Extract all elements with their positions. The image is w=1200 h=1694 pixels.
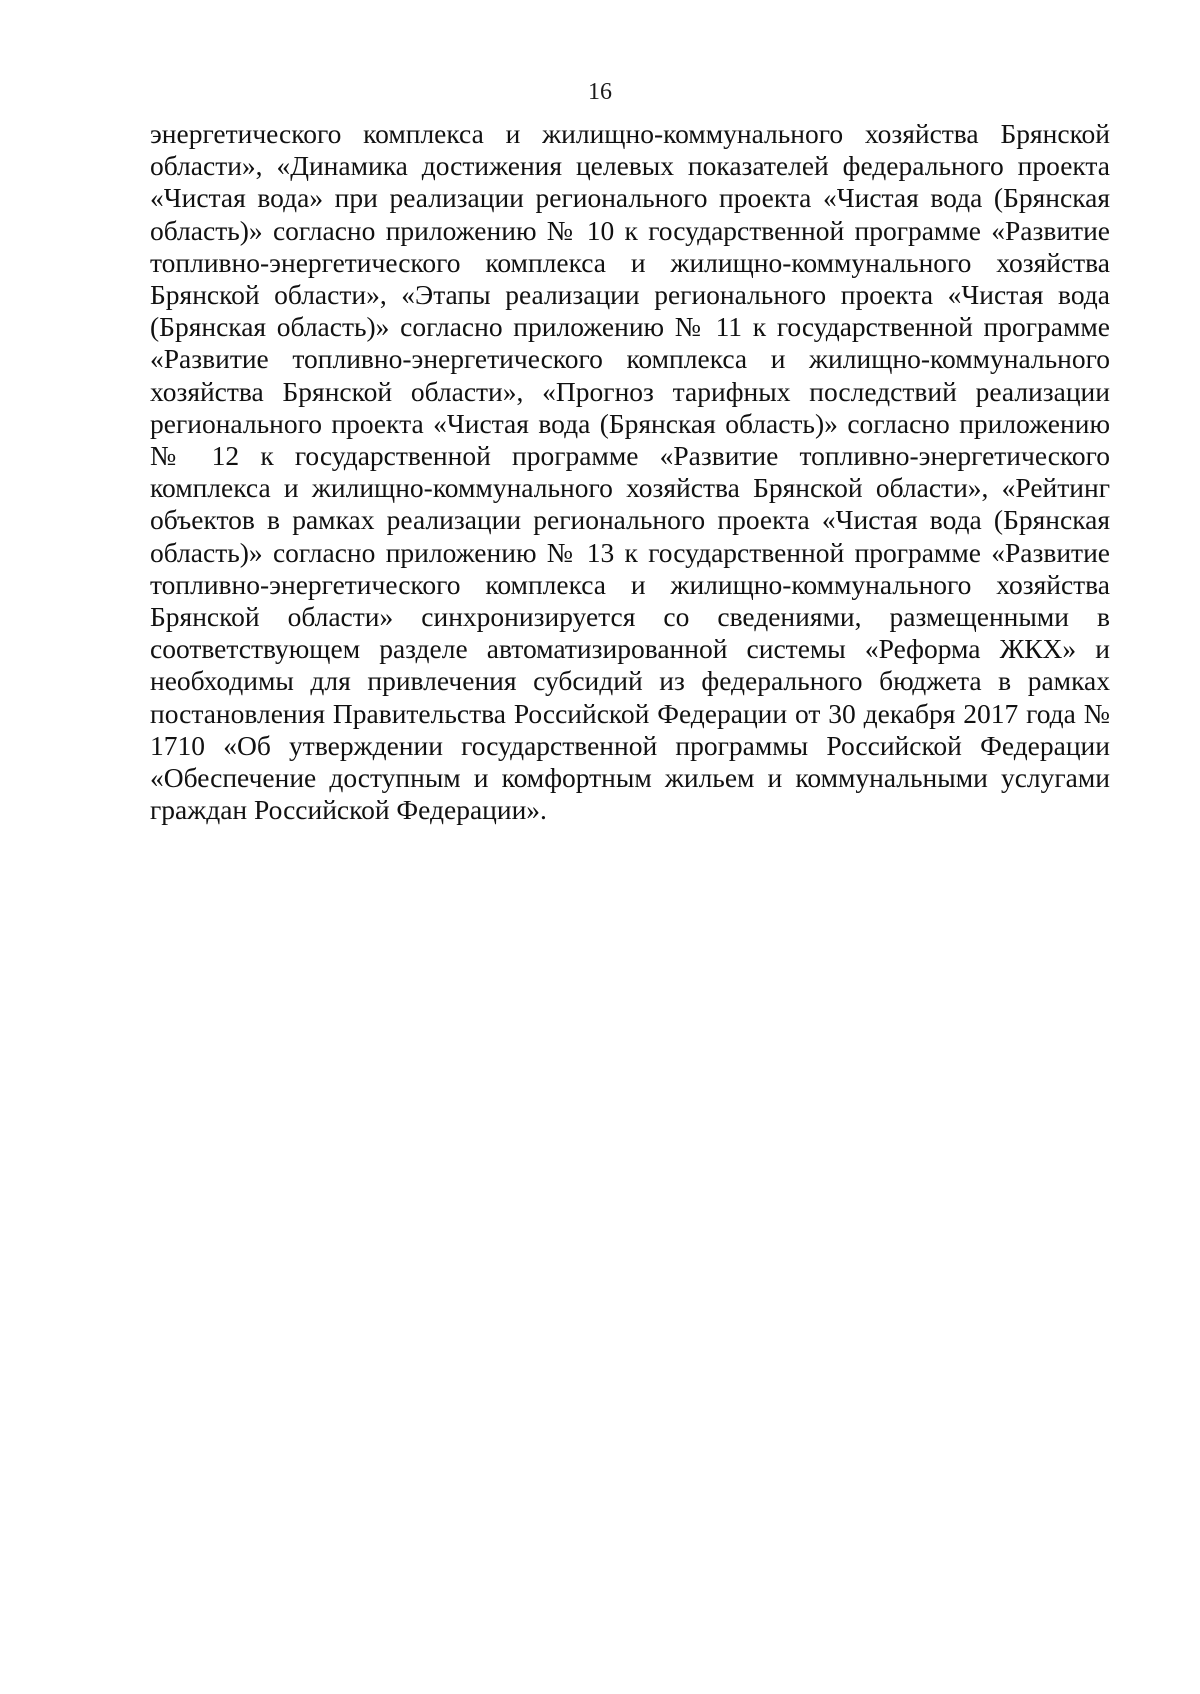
body-paragraph: энергетического комплекса и жилищно-коммунального хозяйства Брянской области», «Динамика достижения целевых показателей федерального проекта «Чистая вода» при реализации регионального проекта «Чистая вода (Брянская область)» согласно приложению № 10 к государственной программе «Развитие топливно-энергетического комплекса и жилищно-коммунального хозяйства Брянской области», «Этапы реализации регионального проекта «Чистая вода (Брянская область)» согласно приложению № 11 к государственной программе «Развитие топливно-энергетического комплекса и жилищно-коммунального хозяйства Брянской области», «Прогноз тарифных последствий реализации регионального проекта «Чистая вода (Брянская область)» согласно приложению № 12 к государственной программе «Развитие топливно-энергетического комплекса и жилищно-коммунального хозяйства Брянской области», «Рейтинг объектов в рамках реализации регионального проекта «Чистая вода (Брянская область)» согласно приложению № 13 к государственной программе «Развитие топливно-энергетического комплекса и жилищно-коммунального хозяйства Брянской области» синхронизируется со сведениями, размещенными в соответствующем разделе автоматизированной системы «Реформа ЖКХ» и необходимы для привлечения субсидий из федерального бюджета в рамках постановления Правительства Российской Федерации от 30 декабря 2017 года № 1710 «Об утверждении государственной программы Российской Федерации «Обеспечение доступным и комфортным жильем и коммунальными услугами граждан Российской Федерации». xyxy=(150,118,1110,826)
page-number: 16 xyxy=(588,79,612,105)
